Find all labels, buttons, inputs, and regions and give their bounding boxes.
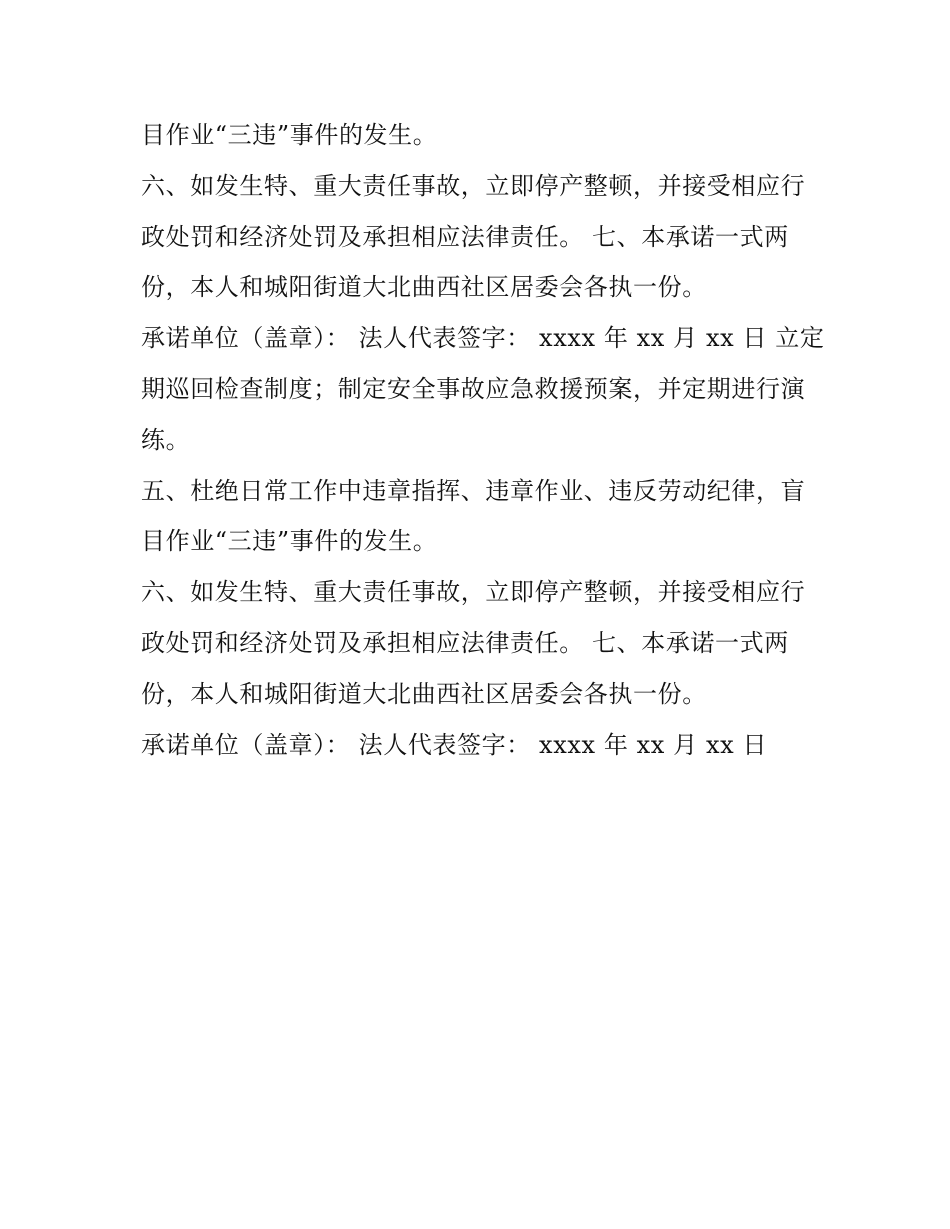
text-line-3: 政处罚和经济处罚及承担相应法律责任。 七、本承诺一式两 <box>141 222 789 251</box>
text-line-5: 承诺单位（盖章）： 法人代表签字： xxxx 年 xx 月 xx 日 立定 <box>141 324 825 353</box>
text-line-13: 承诺单位（盖章）： 法人代表签字： xxxx 年 xx 月 xx 日 <box>141 730 768 759</box>
text-line-7: 练。 <box>141 425 191 454</box>
text-line-12: 份，本人和城阳街道大北曲西社区居委会各执一份。 <box>141 679 707 708</box>
text-line-11: 政处罚和经济处罚及承担相应法律责任。 七、本承诺一式两 <box>141 628 789 657</box>
text-line-1: 目作业“三违”事件的发生。 <box>141 121 438 149</box>
text-line-10: 六、如发生特、重大责任事故，立即停产整顿，并接受相应行 <box>141 578 806 607</box>
text-line-6: 期巡回检查制度；制定安全事故应急救援预案，并定期进行演 <box>141 374 806 403</box>
text-line-2: 六、如发生特、重大责任事故，立即停产整顿，并接受相应行 <box>141 171 806 200</box>
text-line-4: 份，本人和城阳街道大北曲西社区居委会各执一份。 <box>141 273 707 302</box>
document-body <box>141 110 831 770</box>
text-line-9: 目作业“三违”事件的发生。 <box>141 527 438 556</box>
text-line-8: 五、杜绝日常工作中违章指挥、违章作业、违反劳动纪律，盲 <box>141 476 806 505</box>
